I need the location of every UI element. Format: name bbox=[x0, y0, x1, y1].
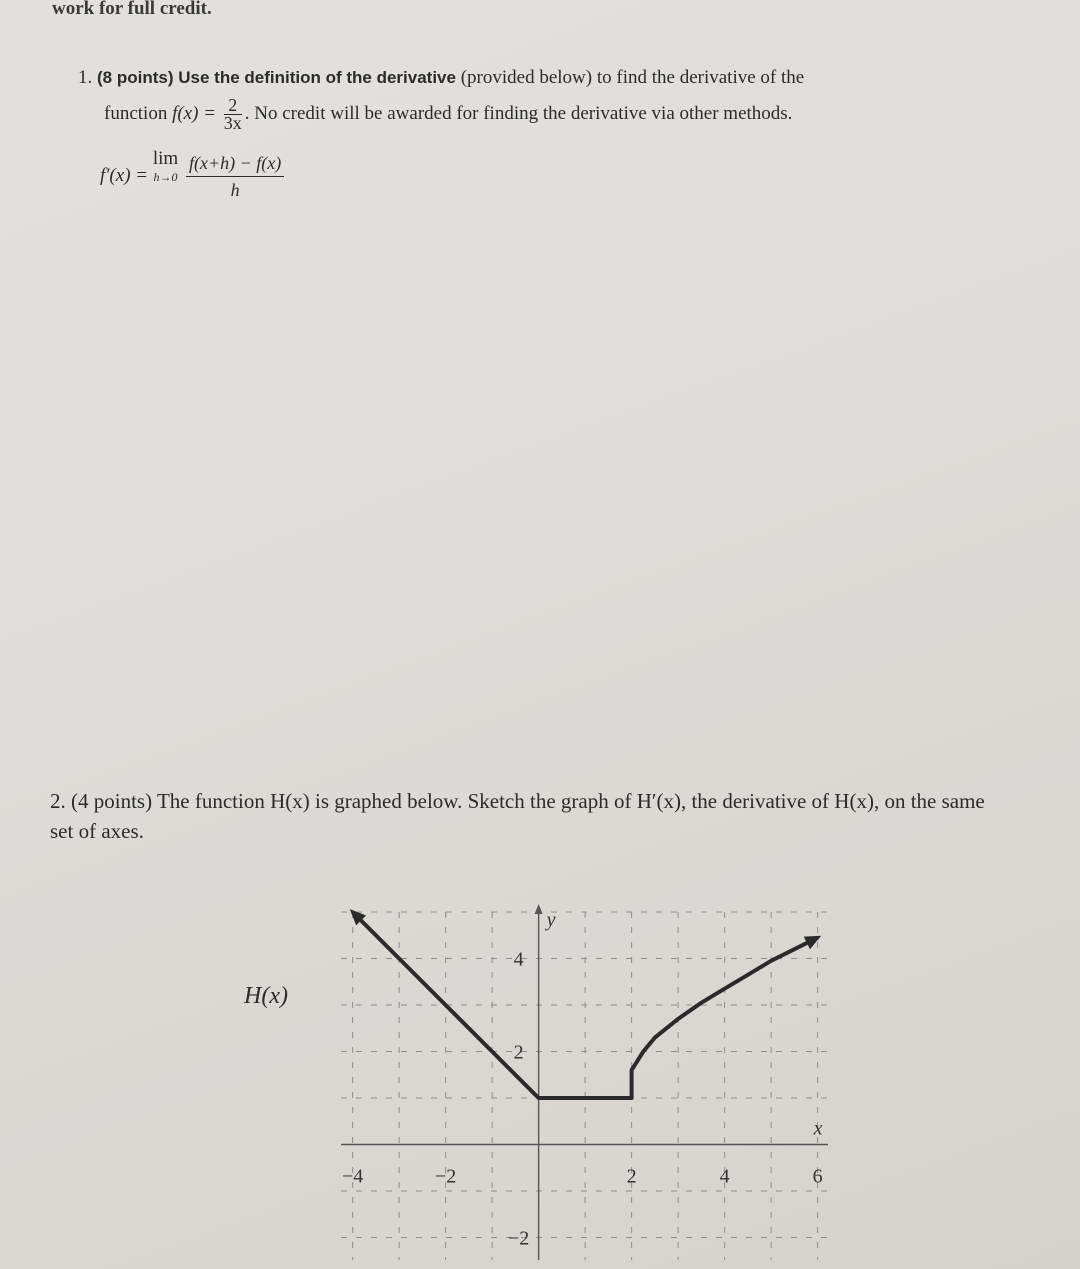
formula-den: h bbox=[230, 180, 240, 200]
q1-number: 1. bbox=[78, 67, 93, 88]
y-axis-label: y bbox=[546, 909, 556, 931]
question-2 bbox=[50, 786, 1010, 846]
header-text: work for full credit. bbox=[52, 0, 212, 19]
x-tick-label: −2 bbox=[434, 1165, 457, 1188]
x-tick-label: 2 bbox=[626, 1165, 637, 1188]
function-graph bbox=[328, 900, 828, 1260]
y-tick-label: 4 bbox=[513, 948, 524, 971]
q1-text-c: . No credit will be awarded for finding the derivative via other methods. bbox=[244, 103, 793, 124]
derivative-definition bbox=[100, 150, 287, 203]
q2-text: (4 points) The function H(x) is graphed below. Sketch the graph of H′(x), the derivative of H(x), on the same set of axes. bbox=[50, 789, 985, 843]
q1-frac-den: 3x bbox=[223, 113, 242, 134]
y-tick-label: −2 bbox=[507, 1227, 530, 1250]
x-tick-label: −4 bbox=[341, 1165, 364, 1188]
q1-func-lhs: f(x) = bbox=[172, 103, 217, 124]
formula-lim-word: lim bbox=[152, 148, 179, 169]
q1-text-b: function bbox=[104, 103, 168, 124]
y-axis-arrow bbox=[535, 904, 543, 914]
y-tick-label: 2 bbox=[513, 1041, 524, 1064]
formula-lhs: f′(x) = bbox=[100, 164, 149, 186]
q1-text-a: (provided below) to find the derivative of the bbox=[460, 67, 805, 88]
q1-frac-num: 2 bbox=[224, 97, 242, 115]
x-tick-label: 4 bbox=[719, 1165, 730, 1188]
graph-function-label: H(x) bbox=[244, 983, 288, 1009]
q2-number: 2. bbox=[50, 789, 66, 813]
axes bbox=[341, 904, 828, 1260]
x-tick-label: 6 bbox=[812, 1165, 823, 1188]
formula-fraction bbox=[186, 150, 284, 203]
q1-bold-phrase: Use the definition of the derivative bbox=[178, 68, 456, 87]
formula-num: f(x+h) − f(x) bbox=[186, 150, 284, 177]
grid-lines bbox=[341, 912, 828, 1260]
question-1 bbox=[78, 60, 978, 132]
formula-lim-sub: h→0 bbox=[153, 170, 178, 184]
q1-points: (8 points) bbox=[97, 68, 174, 87]
formula-lim bbox=[153, 150, 178, 186]
x-axis-label: x bbox=[813, 1117, 823, 1140]
q1-fraction bbox=[224, 97, 242, 132]
